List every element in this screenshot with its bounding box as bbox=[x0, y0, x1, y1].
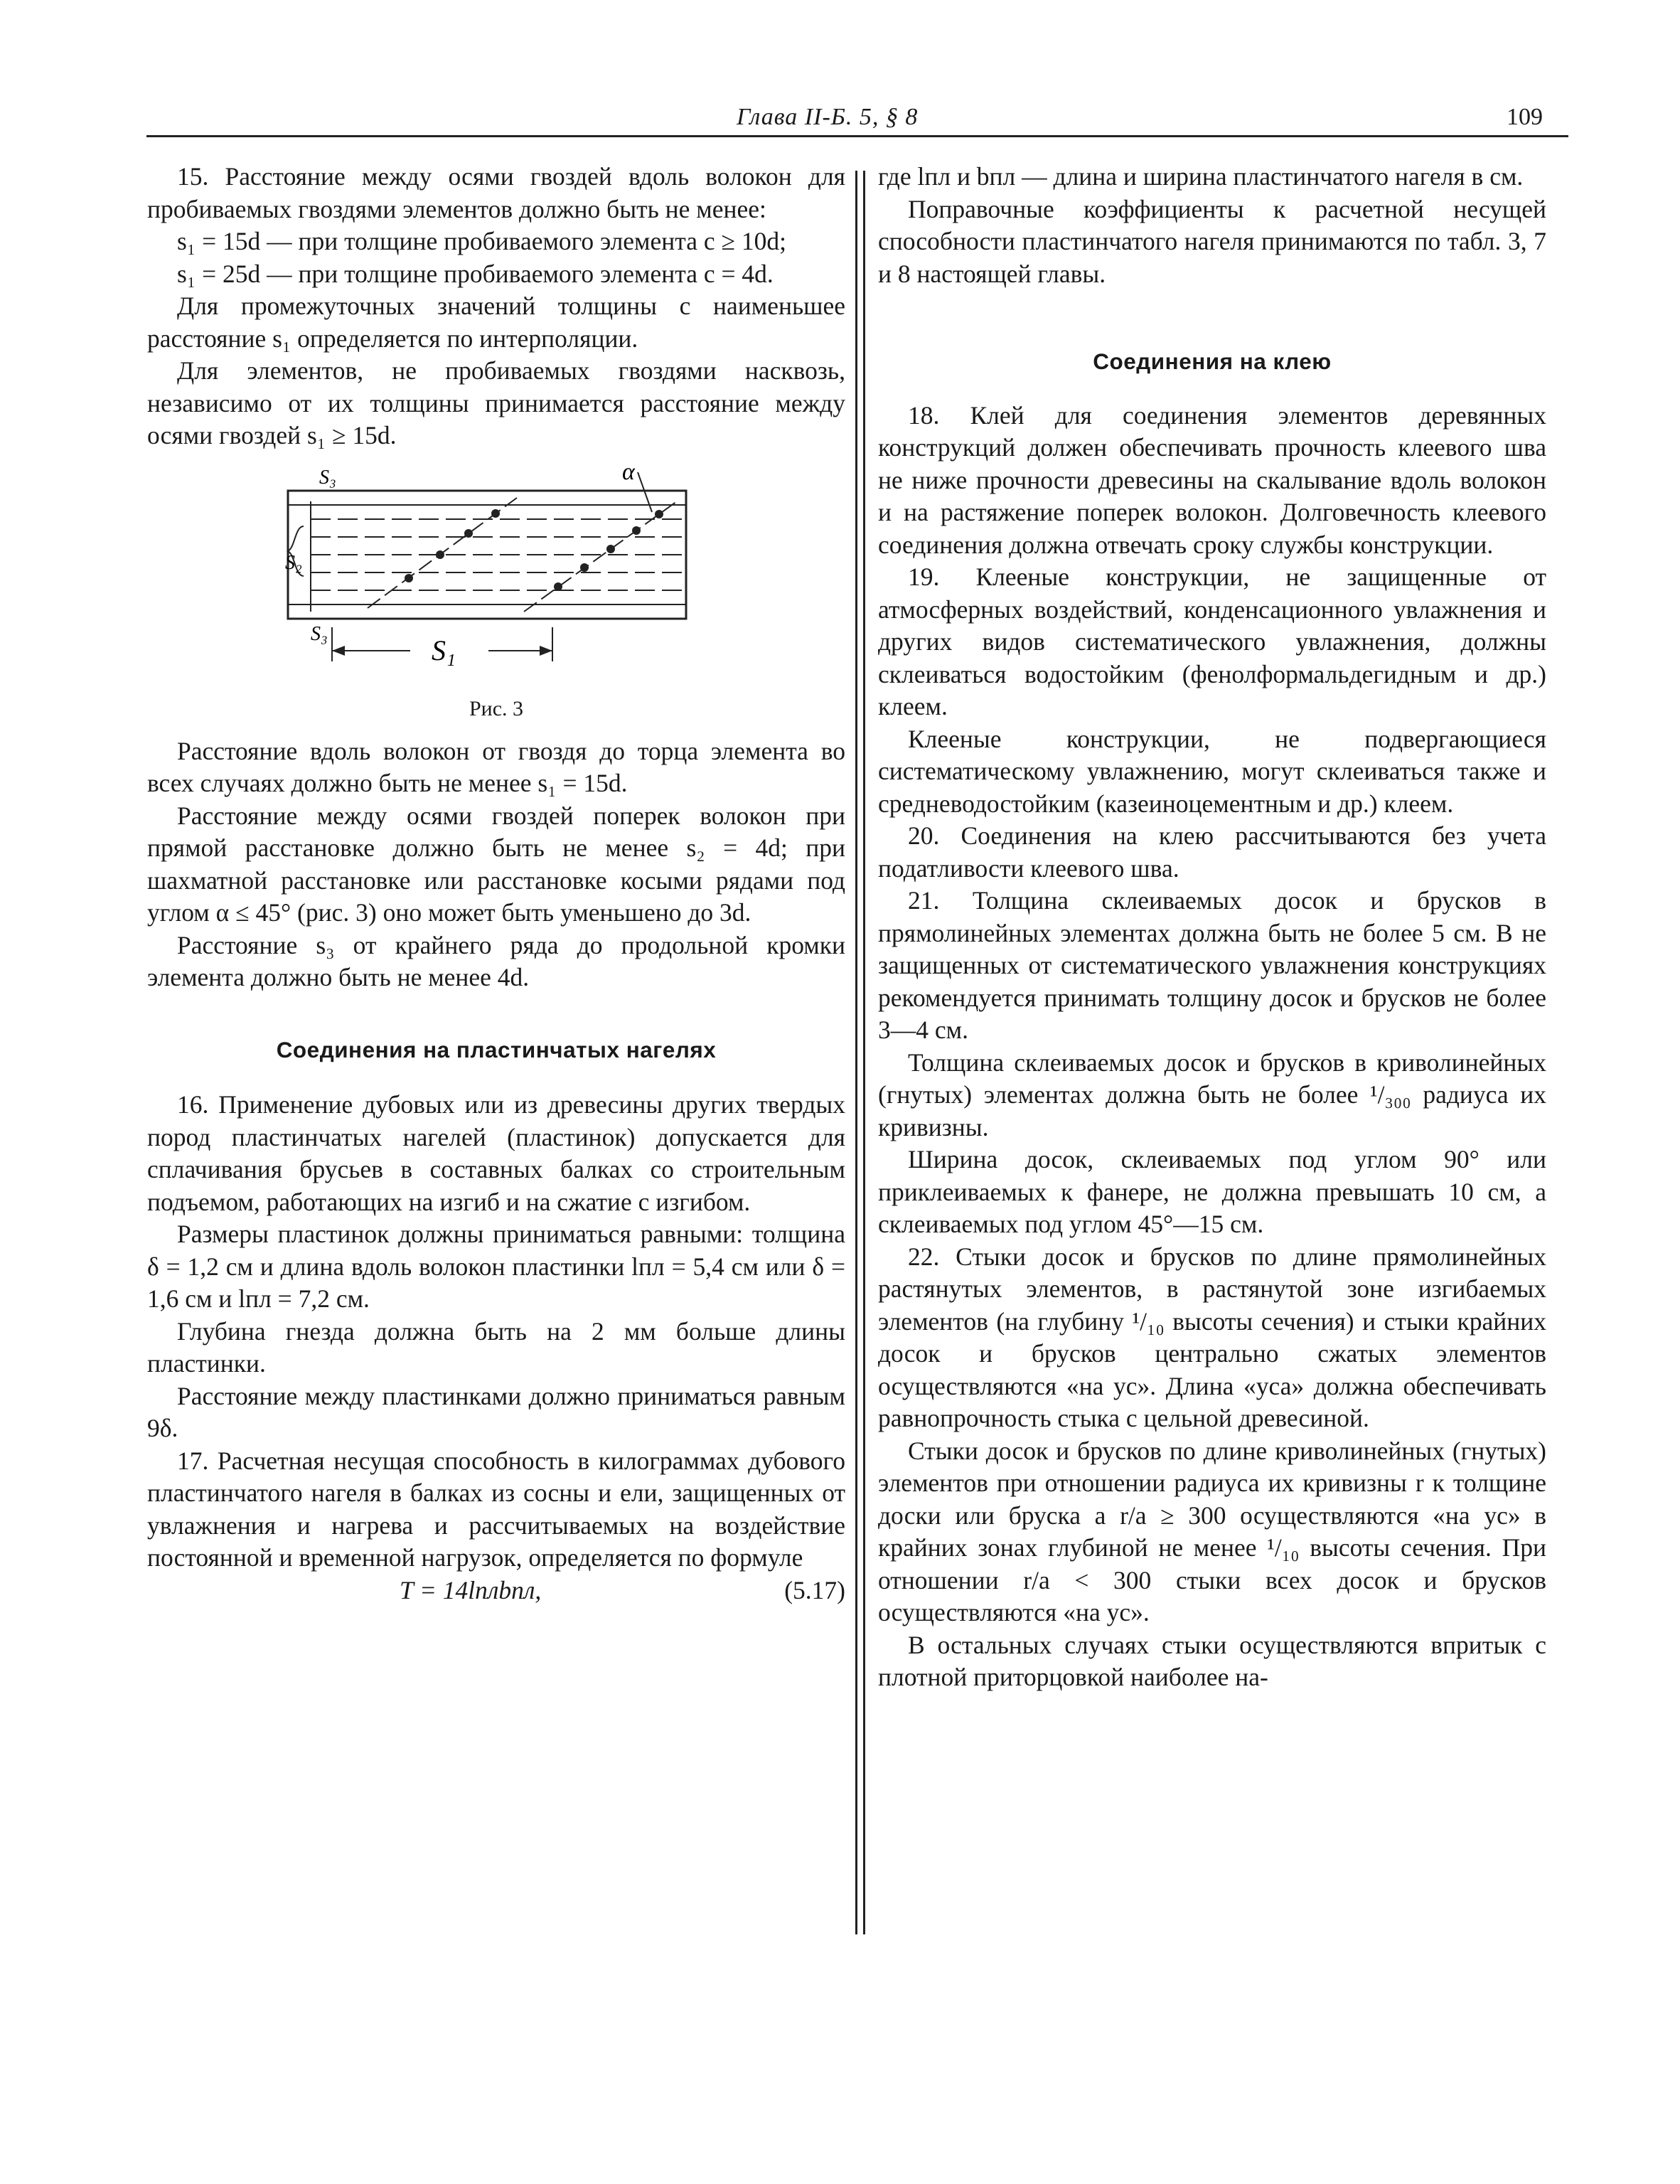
paragraph-15-intro: 15. Расстояние между осями гвоздей вдоль волокон для пробиваемых гвоздями элементов должно быть не менее: bbox=[147, 162, 845, 223]
formula-legend: где lпл и bпл — длина и ширина пластинчатого нагеля в см. bbox=[878, 162, 1524, 191]
paragraph-15-interp: Для промежуточных значений толщины c наименьшее расстояние s₁ определяется по интерполяции. bbox=[147, 292, 845, 353]
running-header bbox=[146, 100, 1568, 137]
left-column bbox=[147, 161, 845, 1607]
paragraph-16: 16. Применение дубовых или из древесины других твердых пород пластинчатых нагелей (пластинок) допускается для сплачивания брусьев в составных балках со строительным подъемом, работающих на изгиб и на сжатие с изгибом. bbox=[147, 1090, 845, 1216]
paragraph-15-edge-distance: Расстояние s₃ от крайнего ряда до продольной кромки элемента должно быть не менее 4d. bbox=[147, 930, 845, 991]
paragraph-21-curved: Толщина склеиваемых досок и брусков в криволинейных (гнутых) элементах должна быть не более ¹/₃₀₀ радиуса их кривизны. bbox=[878, 1048, 1546, 1141]
paragraph-22-other: В остальных случаях стыки осуществляются впритык с плотной приторцовкой наиболее на- bbox=[878, 1630, 1546, 1691]
formula-5-17 bbox=[147, 1575, 845, 1607]
paragraph-19: 19. Клееные конструкции, не защищенные от атмосферных воздействий, конденсационного увлажнения и других видов систематического увлажнения, должны склеиваться водостойким (фенолформальдегидным и др.) клеем. bbox=[878, 563, 1546, 720]
paragraph-16-depth: Глубина гнезда должна быть на 2 мм больше длины пластинки. bbox=[147, 1316, 845, 1378]
label-s3-top: S₃ bbox=[319, 466, 336, 489]
paragraph-20: 20. Соединения на клею рассчитываются без учета податливости клеевого шва. bbox=[878, 821, 1546, 883]
paragraph-18: 18. Клей для соединения элементов деревянных конструкций должен обеспечивать прочность клеевого шва не ниже прочности древесины на скалывание вдоль волокон и на растяжение поперек волокон. Долговечность клеевого соединения должна отвечать сроку службы конструкции. bbox=[878, 400, 1546, 559]
paragraph-21: 21. Толщина склеиваемых досок и брусков в прямолинейных элементах должна быть не более 5 см. В не защищенных от систематического увлажнения конструкциях рекомендуется принимать толщину досок и брусков не более 3—4 см. bbox=[878, 886, 1546, 1044]
formula-number: (5.17) bbox=[784, 1575, 845, 1604]
paragraph-15-nonthrough: Для элементов, не пробиваемых гвоздями насквозь, независимо от их толщины принимается расстояние между осями гвоздей s₁ ≥ 15d. bbox=[147, 356, 845, 449]
paragraph-16-sizes: Размеры пластинок должны приниматься равными: толщина δ = 1,2 см и длина вдоль волокон пластинки lпл = 5,4 см или δ = 1,6 см и lпл = 7,2 см. bbox=[147, 1220, 845, 1313]
paragraph-21-width: Ширина досок, склеиваемых под углом 90° или приклеиваемых к фанере, не должна превышать 10 см, а склеиваемых под углом 45°—15 см. bbox=[878, 1145, 1546, 1238]
paragraph-15-case1: s₁ = 15d — при толщине пробиваемого элемента c ≥ 10d; bbox=[177, 227, 786, 255]
label-s2: S₂ bbox=[285, 551, 302, 574]
paragraph-22-curved: Стыки досок и брусков по длине криволинейных (гнутых) элементов при отношении радиуса их кривизны r к толщине доски или бруска a r/a ≥ 300 осуществляются «на ус» в крайних зонах глубиной не менее ¹/₁₀ высоты сечения. При отношении r/a < 300 стыки всех досок и брусков осуществляются «на ус». bbox=[878, 1436, 1546, 1626]
paragraph-15-end-distance: Расстояние вдоль волокон от гвоздя до торца элемента во всех случаях должно быть не менее s₁ = 15d. bbox=[147, 736, 845, 797]
figure-caption: Рис. 3 bbox=[469, 696, 524, 720]
paragraph-16-spacing: Расстояние между пластинками должно приниматься равным 9δ. bbox=[147, 1381, 845, 1442]
section-heading-plate-dowels: Соединения на пластинчатых нагелях bbox=[276, 1036, 717, 1062]
paragraph-19-semi: Клееные конструкции, не подвергающиеся систематическому увлажнению, могут склеиваться также и средневодостойким (казеиноцементным и др.) клеем. bbox=[878, 724, 1546, 818]
label-alpha: α bbox=[622, 462, 635, 485]
label-s1: S₁ bbox=[432, 634, 456, 666]
paragraph-17: 17. Расчетная несущая способность в килограммах дубового пластинчатого нагеля в балках из сосны и ели, защищенных от увлажнения и нагрева и рассчитываемых на воздействие постоянной и временной нагрузок, определяется по формуле bbox=[147, 1446, 845, 1572]
section-heading-glue-joints: Соединения на клею bbox=[1093, 348, 1332, 374]
nail-spacing-diagram bbox=[282, 462, 709, 690]
chapter-title: Глава II-Б. 5, § 8 bbox=[737, 104, 919, 130]
formula-expression: T = 14lплbпл, bbox=[400, 1575, 542, 1604]
label-s3-bottom: S₃ bbox=[311, 622, 328, 645]
right-column bbox=[878, 161, 1546, 1694]
page-number: 109 bbox=[1507, 104, 1543, 130]
figure-3 bbox=[147, 462, 845, 718]
paragraph-22: 22. Стыки досок и брусков по длине прямолинейных растянутых элементов, в растянутой зоне изгибаемых элементов (на глубину ¹/₁₀ высоты сечения) и стыки крайних досок и брусков центрально сжатых элементов осуществляются «на ус». Длина «уса» должна обеспечивать равнопрочность стыка с цельной древесиной. bbox=[878, 1242, 1546, 1432]
paragraph-correction-factors: Поправочные коэффициенты к расчетной несущей способности пластинчатого нагеля принимаются по табл. 3, 7 и 8 настоящей главы. bbox=[878, 194, 1546, 288]
column-divider bbox=[855, 171, 865, 1934]
paragraph-15-case2: s₁ = 25d — при толщине пробиваемого элемента c = 4d. bbox=[177, 259, 774, 288]
paragraph-15-cross-distance: Расстояние между осями гвоздей поперек волокон при прямой расстановке должно быть не менее s₂ = 4d; при шахматной расстановке или расстановке косыми рядами под углом α ≤ 45° (рис. 3) оно может быть уменьшено до 3d. bbox=[147, 801, 845, 927]
